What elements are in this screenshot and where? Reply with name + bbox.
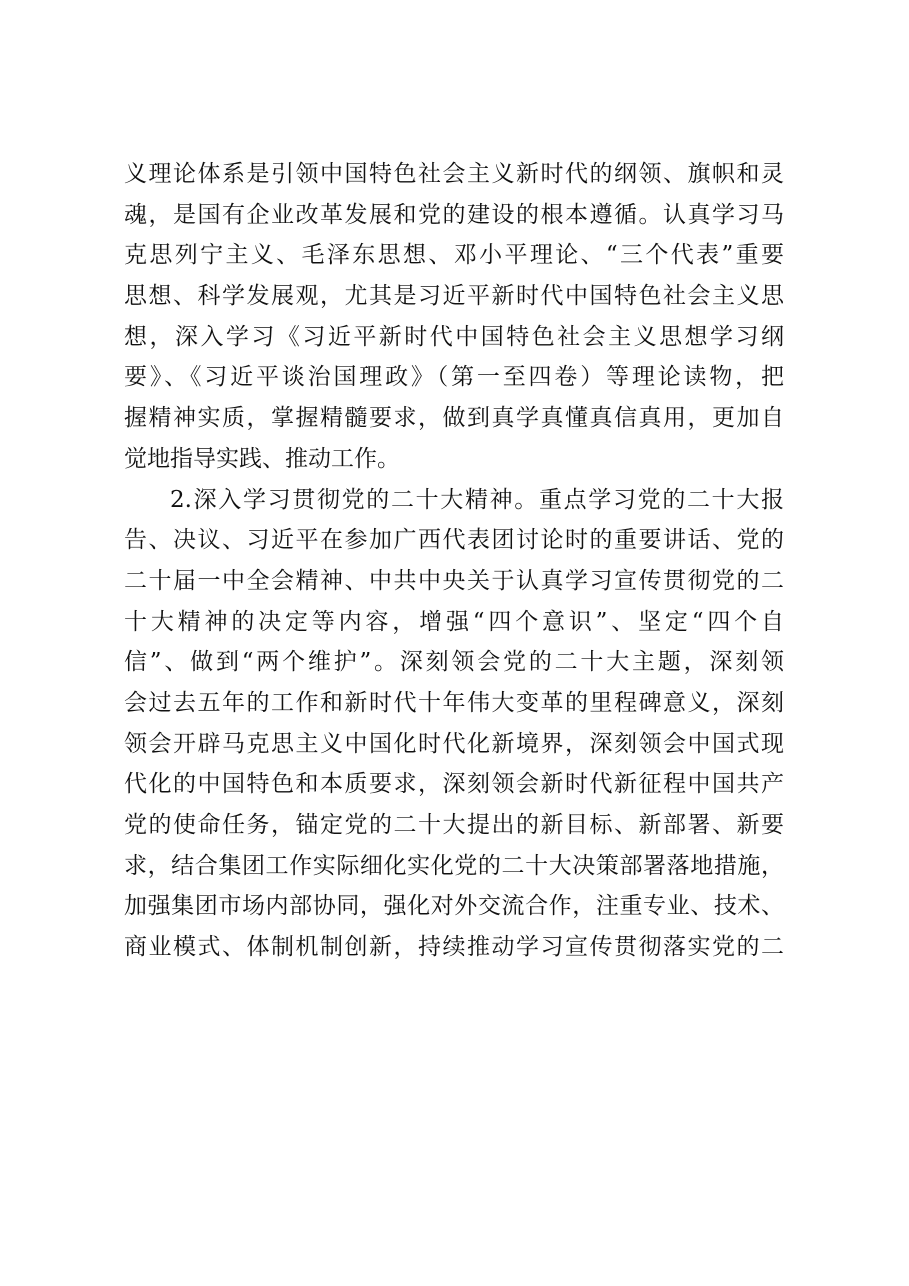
text-line: 十大精神的决定等内容，增强“四个意识”、坚定“四个自: [124, 608, 784, 635]
text-line: 信”、做到“两个维护”。深刻领会党的二十大主题，深刻领: [124, 649, 784, 676]
text-line: 加强集团市场内部协同，强化对外交流合作，注重专业、技术、: [124, 893, 784, 920]
text-line: 2.深入学习贯彻党的二十大精神。重点学习党的二十大报: [170, 486, 784, 513]
body-text: [124, 154, 784, 968]
text-line: 二十届一中全会精神、中共中央关于认真学习宣传贯彻党的二: [124, 567, 784, 594]
text-line: 要》、《习近平谈治国理政》（第一至四卷）等理论读物，把: [124, 364, 784, 391]
text-line: 商业模式、体制机制创新，持续推动学习宣传贯彻落实党的二: [124, 934, 784, 961]
text-line: 会过去五年的工作和新时代十年伟大变革的里程碑意义，深刻: [124, 689, 784, 716]
text-line: 告、决议、习近平在参加广西代表团讨论时的重要讲话、党的: [124, 527, 784, 554]
text-line: 义理论体系是引领中国特色社会主义新时代的纲领、旗帜和灵: [124, 161, 784, 187]
text-line: 握精神实质，掌握精髓要求，做到真学真懂真信真用，更加自: [124, 405, 784, 432]
text-line: 克思列宁主义、毛泽东思想、邓小平理论、“三个代表”重要: [124, 242, 784, 269]
text-line: 想，深入学习《习近平新时代中国特色社会主义思想学习纲: [124, 323, 784, 350]
text-line: 代化的中国特色和本质要求，深刻领会新时代新征程中国共产: [124, 771, 784, 798]
text-line: 党的使命任务，锚定党的二十大提出的新目标、新部署、新要: [124, 812, 784, 838]
text-line: 魂，是国有企业改革发展和党的建设的根本遵循。认真学习马: [124, 201, 784, 228]
text-line: 求，结合集团工作实际细化实化党的二十大决策部署落地措施，: [124, 852, 784, 879]
text-line: 思想、科学发展观，尤其是习近平新时代中国特色社会主义思: [124, 283, 784, 310]
text-line: 觉地指导实践、推动工作。: [124, 445, 400, 472]
text-line: 领会开辟马克思主义中国化时代化新境界，深刻领会中国式现: [124, 730, 784, 757]
